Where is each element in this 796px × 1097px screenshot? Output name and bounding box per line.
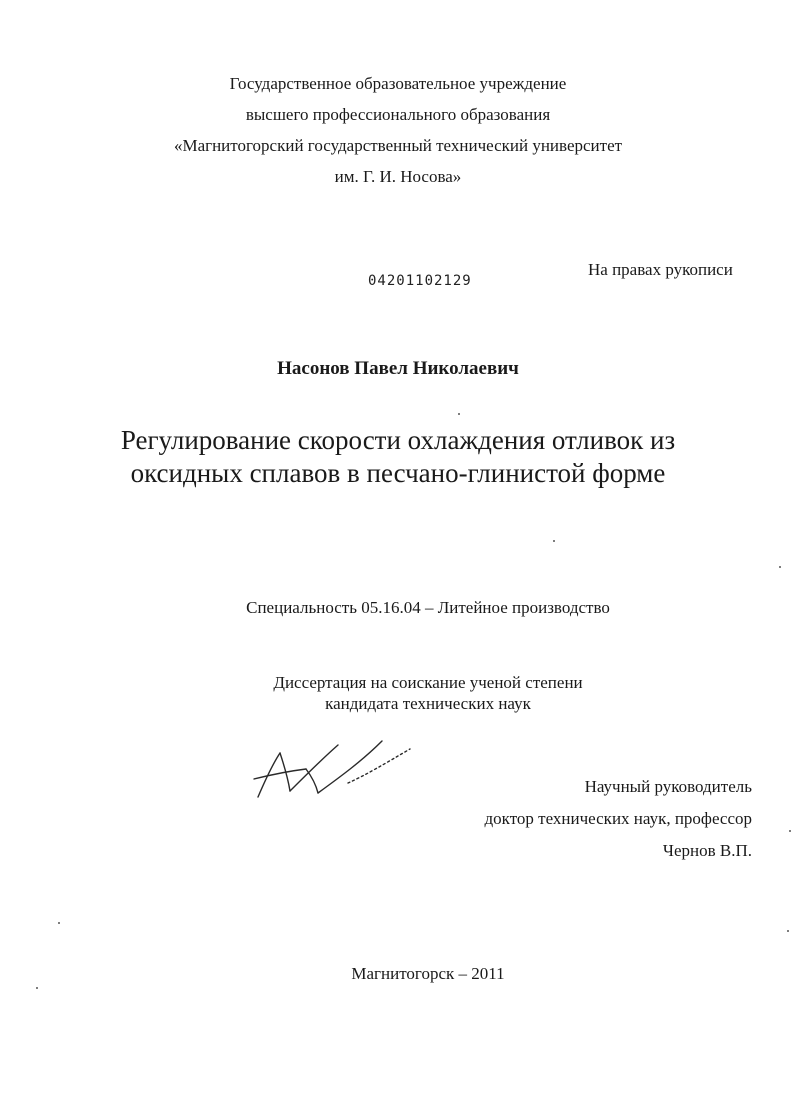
catalog-number: 04201102129 <box>368 273 472 289</box>
scan-speck <box>787 930 789 932</box>
thesis-title-line-1: Регулирование скорости охлаждения отливок из <box>120 425 676 455</box>
institution-line-1: Государственное образовательное учреждение <box>229 74 567 93</box>
specialty: Специальность 05.16.04 – Литейное производство <box>246 598 610 617</box>
handwritten-signature-icon <box>250 735 420 805</box>
thesis-title-line-2: оксидных сплавов в песчано-глинистой форме <box>130 458 666 488</box>
scan-speck <box>779 566 781 568</box>
dissertation-line-1: Диссертация на соискание ученой степени <box>273 673 583 692</box>
scan-speck <box>553 540 555 542</box>
supervisor-name: Чернов В.П. <box>662 841 752 860</box>
supervisor-role: Научный руководитель <box>584 777 752 796</box>
supervisor-degree: доктор технических наук, профессор <box>484 809 752 828</box>
dissertation-line-2: кандидата технических наук <box>325 694 531 713</box>
scan-speck <box>58 922 60 924</box>
institution-line-3: «Магнитогорский государственный технический университет <box>173 136 623 155</box>
scan-speck <box>36 987 38 989</box>
scan-speck <box>458 413 460 415</box>
city-year: Магнитогорск – 2011 <box>351 964 505 983</box>
author-name: Насонов Павел Николаевич <box>277 358 519 379</box>
scan-speck <box>789 830 791 832</box>
institution-line-4: им. Г. И. Носова» <box>334 167 462 186</box>
institution-line-2: высшего профессионального образования <box>245 105 551 124</box>
rights-note: На правах рукописи <box>588 260 733 279</box>
